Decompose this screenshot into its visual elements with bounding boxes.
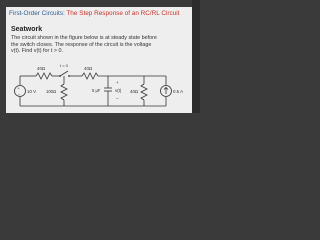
source-left-label: 10 V xyxy=(27,89,37,94)
resistor-right-label: 40Ω xyxy=(130,89,139,94)
svg-text:+: + xyxy=(17,85,20,91)
resistor-right xyxy=(141,84,147,100)
switch-label: t = 0 xyxy=(60,63,68,68)
slide xyxy=(6,7,192,113)
seatwork-heading: Seatwork xyxy=(11,26,43,33)
switch-blade xyxy=(60,71,68,76)
title-highlight: The Step Response of an RC/RL Circuit xyxy=(66,10,180,17)
problem-line-3: v(t). Find v(t) for t > 0. xyxy=(11,48,63,55)
resistor-shunt xyxy=(61,84,67,100)
resistor-mid-label: 40Ω xyxy=(84,66,93,71)
resistor-left xyxy=(36,73,52,79)
title-prefix: First-Order Circuits: xyxy=(9,10,67,17)
circuit-diagram xyxy=(6,62,192,112)
resistor-shunt-label: 100Ω xyxy=(46,89,57,94)
problem-line-1: The circuit shown in the figure below is at steady state before xyxy=(11,35,157,41)
resistor-left-label: 40Ω xyxy=(37,66,46,71)
screen-bezel xyxy=(192,0,200,113)
output-plus: + xyxy=(116,80,119,85)
resistor-mid xyxy=(82,73,98,79)
capacitor-label: 5 μF xyxy=(92,88,101,93)
current-source-label: 0.5 A xyxy=(173,89,184,94)
slide-title xyxy=(9,10,191,18)
output-minus: – xyxy=(116,96,119,101)
problem-statement xyxy=(11,35,189,55)
output-label: v(t) xyxy=(115,88,122,93)
svg-text:–: – xyxy=(18,91,21,97)
problem-line-2: the switch closes. The response of the circuit is the voltage xyxy=(11,41,152,48)
